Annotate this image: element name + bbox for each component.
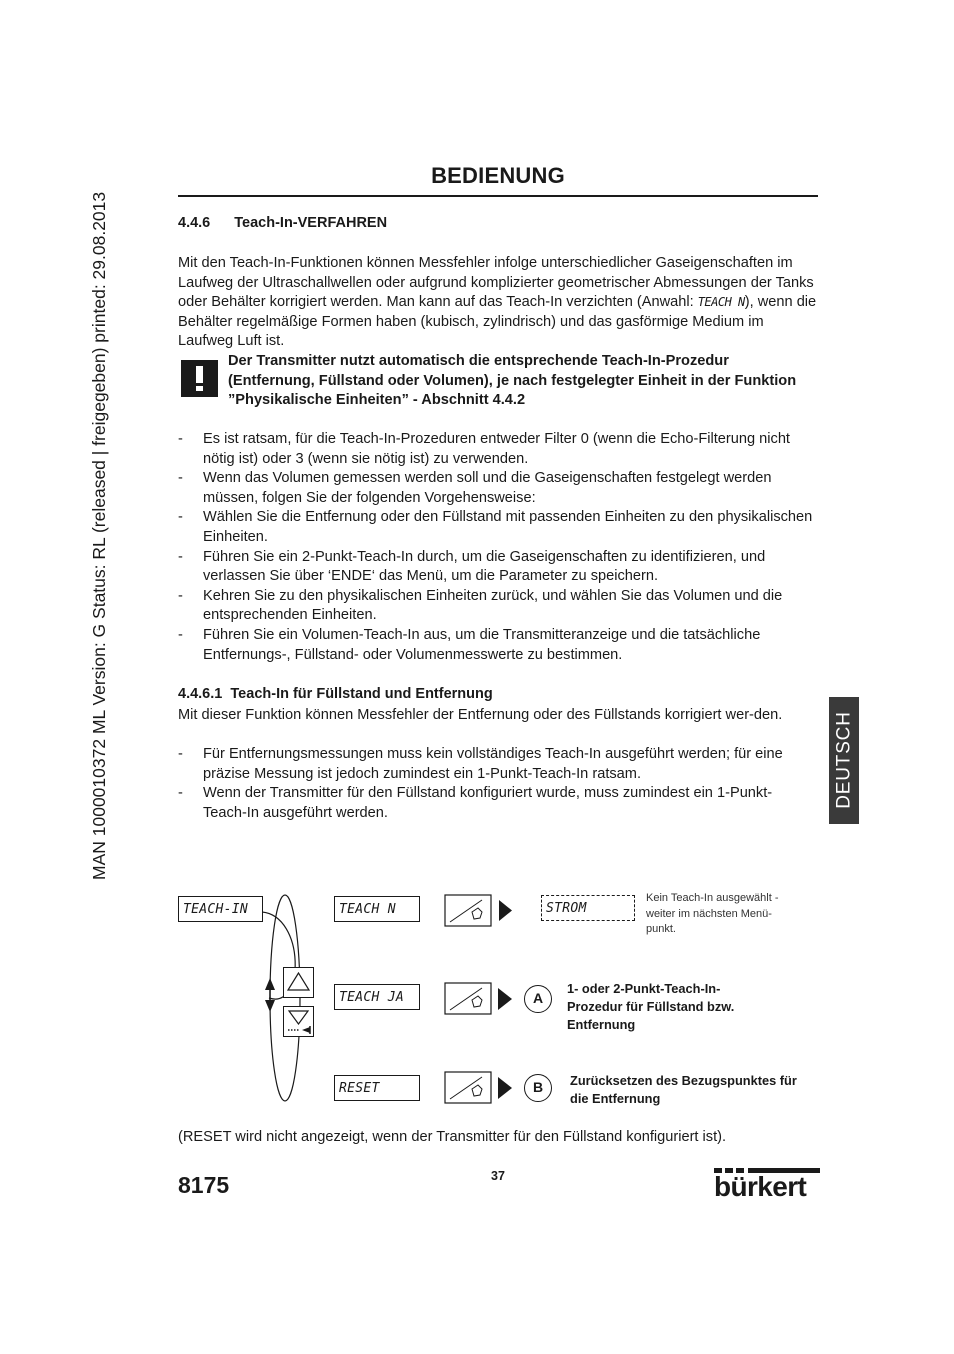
subsection-intro: Mit dieser Funktion können Messfehler der Entfernung oder des Füllstands korrigiert wer-den. <box>178 707 783 723</box>
arrow-down-icon <box>284 1007 313 1036</box>
list-item: - Kehren Sie zu den physikalischen Einheiten zurück, und wählen Sie das Volumen und die entsprechenden Einheiten. <box>178 587 783 624</box>
down-arrow-key[interactable] <box>283 1006 314 1037</box>
note-teach-ja: 1- oder 2-Punkt-Teach-In-Prozedur für Füllstand bzw. Entfernung <box>567 981 735 1032</box>
list-item: - Wenn das Volumen gemessen werden soll und die Gaseigenschaften festgelegt werden müssen, folgen Sie der folgenden Vorgehensweise: <box>178 470 772 506</box>
list-item: - Für Entfernungsmessungen muss kein vollständiges Teach-In ausgeführt werden; für eine präzise Messung ist jedoch zumindest ein 1-Punkt-Teach-In ratsam. <box>178 746 783 782</box>
title-rule <box>178 195 818 197</box>
label-b: B <box>524 1074 552 1102</box>
enter-key-icon <box>444 894 516 928</box>
brand-logo: bürkert <box>714 1168 820 1202</box>
language-tab: DEUTSCH <box>829 697 859 824</box>
document-meta: MAN 1000010372 ML Version: G Status: RL (released | freigegeben) printed: 29.08.2013 <box>89 191 109 880</box>
section-title: Teach-In-VERFAHREN <box>234 215 388 231</box>
section-number: 4.4.6 <box>178 215 211 231</box>
subsection-number: 4.4.6.1 <box>178 686 223 702</box>
warning-text: Der Transmitter nutzt automatisch die entsprechende Teach-In-Prozedur (Entfernung, Füllstand oder Volumen), je nach festgelegter Einheit in der Funktion ”Physikalische Einheiten” - Abschnitt 4.4.2 <box>228 353 797 409</box>
lcd-teach-n: TEACH N <box>334 896 420 922</box>
arrow-up-icon <box>284 968 313 997</box>
intro-lcd-value: TEACH N <box>697 295 745 310</box>
intro-text-1: Mit den Teach-In-Funktionen können Messfehler infolge unterschiedlicher Gaseigenschaften im Laufweg der Ultraschallwellen oder aufgrund komplizierter geometrischer Abmessungen der Tanks oder Behälter korrigiert werden. Man kann auf das Teach-In verzichten (Anwahl: <box>178 255 814 311</box>
page-title: BEDIENUNG <box>431 163 565 188</box>
lcd-teach-in: TEACH-IN <box>178 896 263 922</box>
enter-key-icon <box>444 1071 492 1105</box>
subsection-title: Teach-In für Füllstand und Entfernung <box>230 686 493 702</box>
model-number: 8175 <box>178 1172 230 1198</box>
lcd-reset: RESET <box>334 1075 420 1101</box>
list-item: - Führen Sie ein 2-Punkt-Teach-In durch, um die Gaseigenschaften zu identifizieren, und verlassen Sie über ‘ENDE‘ das Menü, um die Parameter zu speichern. <box>178 548 766 585</box>
intro-text-2: ), wenn die Behälter regelmäßige Formen haben (kubisch, zylindrisch) und das gasförmige Medium im Laufweg Luft ist. <box>178 294 817 350</box>
list-item: - Wählen Sie die Entfernung oder den Füllstand mit passenden Einheiten zu den physikalischen Einheiten. <box>178 509 813 545</box>
note-reset: Zurücksetzen des Bezugspunktes für die Entfernung <box>570 1073 797 1106</box>
warning-icon <box>181 360 218 397</box>
label-a: A <box>524 985 552 1013</box>
subsection-heading <box>178 686 493 702</box>
lcd-strom: STROM <box>541 895 635 921</box>
arrow-right-icon <box>496 986 514 1012</box>
list-item: - Wenn der Transmitter für den Füllstand konfiguriert wurde, muss zumindest ein 1-Punkt-Teach-In ausgeführt werden. <box>178 785 773 821</box>
footnote: (RESET wird nicht angezeigt, wenn der Transmitter für den Füllstand konfiguriert ist). <box>178 1129 727 1145</box>
section-heading <box>178 215 387 231</box>
navigation-loop <box>255 890 335 1115</box>
arrow-right-icon <box>496 1075 514 1101</box>
section-bullet-list <box>178 430 818 665</box>
page-number: 37 <box>491 1169 505 1183</box>
list-item: - Führen Sie ein Volumen-Teach-In aus, um die Transmitteranzeige und die tatsächliche Entfernungs-, Füllstand- oder Volumenmesswerte zu bestimmen. <box>178 626 761 663</box>
subsection-bullet-list <box>178 745 803 823</box>
up-arrow-key[interactable] <box>283 967 314 998</box>
lcd-teach-ja: TEACH JA <box>334 984 420 1010</box>
note-no-teach-in: Kein Teach-In ausgewählt - weiter im nächsten Menü-punkt. <box>646 892 779 935</box>
list-item: - Es ist ratsam, für die Teach-In-Prozeduren entweder Filter 0 (wenn die Echo-Filterung nicht nötig ist) oder 3 (wenn sie nötig ist) zu verwenden. <box>178 431 790 467</box>
enter-key-icon <box>444 982 492 1016</box>
section-intro <box>178 254 818 352</box>
